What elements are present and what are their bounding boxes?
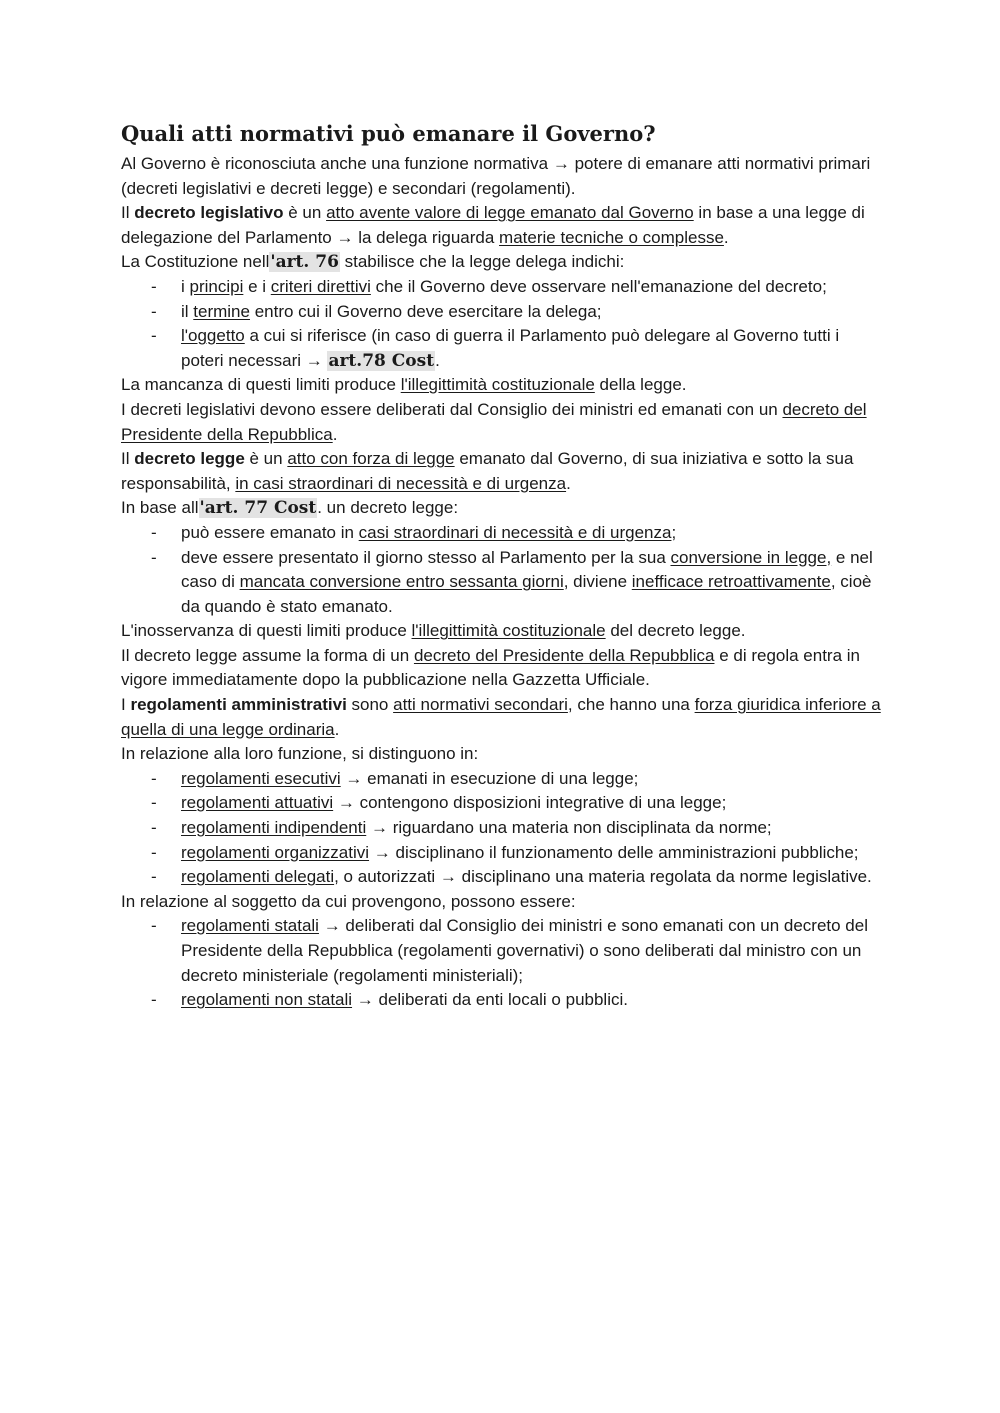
text: il — [181, 301, 194, 321]
list-item — [121, 324, 881, 373]
text: , o autorizzati → disciplinano una materia regolata da norme legislative. — [334, 867, 872, 887]
underlined-text: regolamenti statali — [181, 916, 319, 936]
text: , cioè da quando è stato emanato. — [181, 572, 872, 616]
underlined-text: regolamenti organizzativi — [181, 842, 370, 862]
underlined-text: atto avente valore di legge emanato dal Governo — [326, 203, 694, 223]
list-item — [121, 300, 881, 325]
text: . — [723, 227, 729, 247]
text: → contengono disposizioni integrative di una legge; — [333, 793, 727, 813]
text: → emanati in esecuzione di una legge; — [340, 768, 639, 788]
list-item — [121, 546, 881, 620]
article-ref-78: art.78 Cost — [328, 350, 435, 371]
underlined-text: l'oggetto — [181, 326, 245, 346]
list-item — [121, 841, 881, 866]
text: In base all — [121, 498, 199, 518]
list-item — [121, 914, 881, 988]
article-ref-76: 'art. 76 — [270, 252, 339, 273]
regolamenti-function-intro: In relazione alla loro funzione, si distinguono in: — [121, 744, 479, 764]
text: stabilisce che la legge delega indichi: — [339, 252, 625, 272]
underlined-text: in casi straordinari di necessità e di urgenza — [235, 473, 567, 493]
text: I — [121, 695, 131, 715]
underlined-text: principi — [189, 276, 244, 296]
text: e di regola entra in vigore immediatamente dopo la pubblicazione nella Gazzetta Ufficiale. — [121, 645, 861, 690]
list-item — [121, 988, 881, 1013]
underlined-text: regolamenti delegati — [181, 867, 335, 887]
underlined-text: l'illegittimità costituzionale — [411, 621, 606, 641]
underlined-text: decreto del Presidente della Repubblica — [413, 645, 715, 665]
text: La mancanza di questi limiti produce — [121, 375, 401, 395]
text: , che hanno una — [567, 695, 695, 715]
art76-paragraph — [121, 250, 881, 275]
underlined-text: regolamenti esecutivi — [181, 768, 341, 788]
underlined-text: conversione in legge, — [670, 547, 832, 567]
underlined-text: regolamenti indipendenti — [181, 818, 367, 838]
list-item — [121, 816, 881, 841]
underlined-text: mancata conversione entro sessanta giorni — [239, 572, 564, 592]
dlgs-limits-paragraph — [121, 373, 881, 398]
text: deve essere presentato il giorno stesso al Parlamento per la sua — [181, 547, 671, 567]
dlgs-emanation-paragraph — [121, 398, 881, 447]
text: Il — [121, 203, 135, 223]
underlined-text: atti normativi secondari — [393, 695, 568, 715]
text: Il decreto legge assume la forma di un — [121, 645, 414, 665]
document-content — [121, 118, 881, 1013]
text: entro cui il Governo deve esercitare la delega; — [249, 301, 602, 321]
text: sono — [346, 695, 394, 715]
underlined-text: regolamenti non statali — [181, 990, 353, 1010]
term-decreto-legge: decreto legge — [134, 449, 245, 469]
text: può essere emanato in — [181, 522, 359, 542]
underlined-text: inefficace retroattivamente — [631, 572, 831, 592]
list-item — [121, 791, 881, 816]
text: i — [181, 276, 190, 296]
text: . — [332, 424, 338, 444]
text: La Costituzione nell — [121, 252, 270, 272]
page-title: Quali atti normativi può emanare il Governo? — [121, 121, 656, 146]
text: , diviene — [563, 572, 632, 592]
underlined-text: casi straordinari di necessità e di urgenza — [358, 522, 672, 542]
regolamenti-definition-paragraph — [121, 693, 881, 742]
text: . — [435, 350, 440, 370]
text: è un — [244, 449, 288, 469]
regolamenti-function-list — [121, 767, 881, 890]
article-ref-77: 'art. 77 Cost — [199, 498, 317, 519]
text: I decreti legislativi devono essere deliberati dal Consiglio dei ministri ed emanati con un — [121, 399, 783, 419]
list-item — [121, 865, 881, 890]
decreto-legge-list — [121, 521, 881, 619]
text: . un decreto legge: — [317, 498, 459, 518]
list-item — [121, 275, 881, 300]
underlined-text: materie tecniche o complesse — [499, 227, 724, 247]
dl-form-paragraph — [121, 644, 881, 693]
text: e i — [243, 276, 271, 296]
dlgs-definition-paragraph — [121, 201, 881, 250]
text: Il — [121, 449, 135, 469]
text: emanato dal Governo, di sua iniziativa e sotto la sua responsabilità, — [121, 449, 854, 493]
underlined-text: forza giuridica inferiore a quella di una legge ordinaria — [121, 695, 881, 739]
intro-text: Al Governo è riconosciuta anche una funzione normativa → potere di emanare atti normativi primari (decreti legislativi e decreti legge) e secondari (regolamenti). — [121, 154, 871, 198]
text: della legge. — [594, 375, 687, 395]
list-item — [121, 521, 881, 546]
regolamenti-subject-list — [121, 914, 881, 1012]
text: ; — [671, 522, 677, 542]
underlined-text: criteri direttivi — [270, 276, 371, 296]
intro-paragraph — [121, 152, 881, 201]
underlined-text: regolamenti attuativi — [181, 793, 334, 813]
delega-requirements-list — [121, 275, 881, 373]
dl-limits-paragraph — [121, 619, 881, 644]
text: → riguardano una materia non disciplinata da norme; — [366, 818, 772, 838]
text: che il Governo deve osservare nell'emanazione del decreto; — [370, 276, 827, 296]
text: L'inosservanza di questi limiti produce — [121, 621, 412, 641]
text: a cui si riferisce (in caso di guerra il Parlamento può delegare al Governo tutti i poteri necessari → — [181, 326, 840, 370]
text: . — [566, 473, 571, 493]
underlined-text: l'illegittimità costituzionale — [400, 375, 595, 395]
text: . — [334, 719, 340, 739]
text: del decreto legge. — [605, 621, 746, 641]
text: e nel caso di — [181, 547, 873, 592]
text: → disciplinano il funzionamento delle amministrazioni pubbliche; — [369, 842, 859, 862]
list-item — [121, 767, 881, 792]
text: in base a una legge di delegazione del Parlamento → la delega riguarda — [121, 203, 865, 247]
regolamenti-subject-intro: In relazione al soggetto da cui provengono, possono essere: — [121, 891, 576, 911]
underlined-text: decreto del Presidente della Repubblica — [121, 399, 867, 444]
term-regolamenti-amministrativi: regolamenti amministrativi — [130, 695, 347, 715]
text: → deliberati dal Consiglio dei ministri e sono emanati con un decreto del Presidente della Repubblica (regolamenti governativi) o sono deliberati dal ministro con un decreto ministeriale (regolamenti ministeriali); — [181, 916, 868, 985]
underlined-text: atto con forza di legge — [287, 449, 455, 469]
text: è un — [283, 203, 327, 223]
term-decreto-legislativo: decreto legislativo — [134, 203, 284, 223]
art77-paragraph — [121, 496, 881, 521]
underlined-text: termine — [193, 301, 250, 321]
text: → deliberati da enti locali o pubblici. — [352, 990, 628, 1010]
dl-definition-paragraph — [121, 447, 881, 496]
